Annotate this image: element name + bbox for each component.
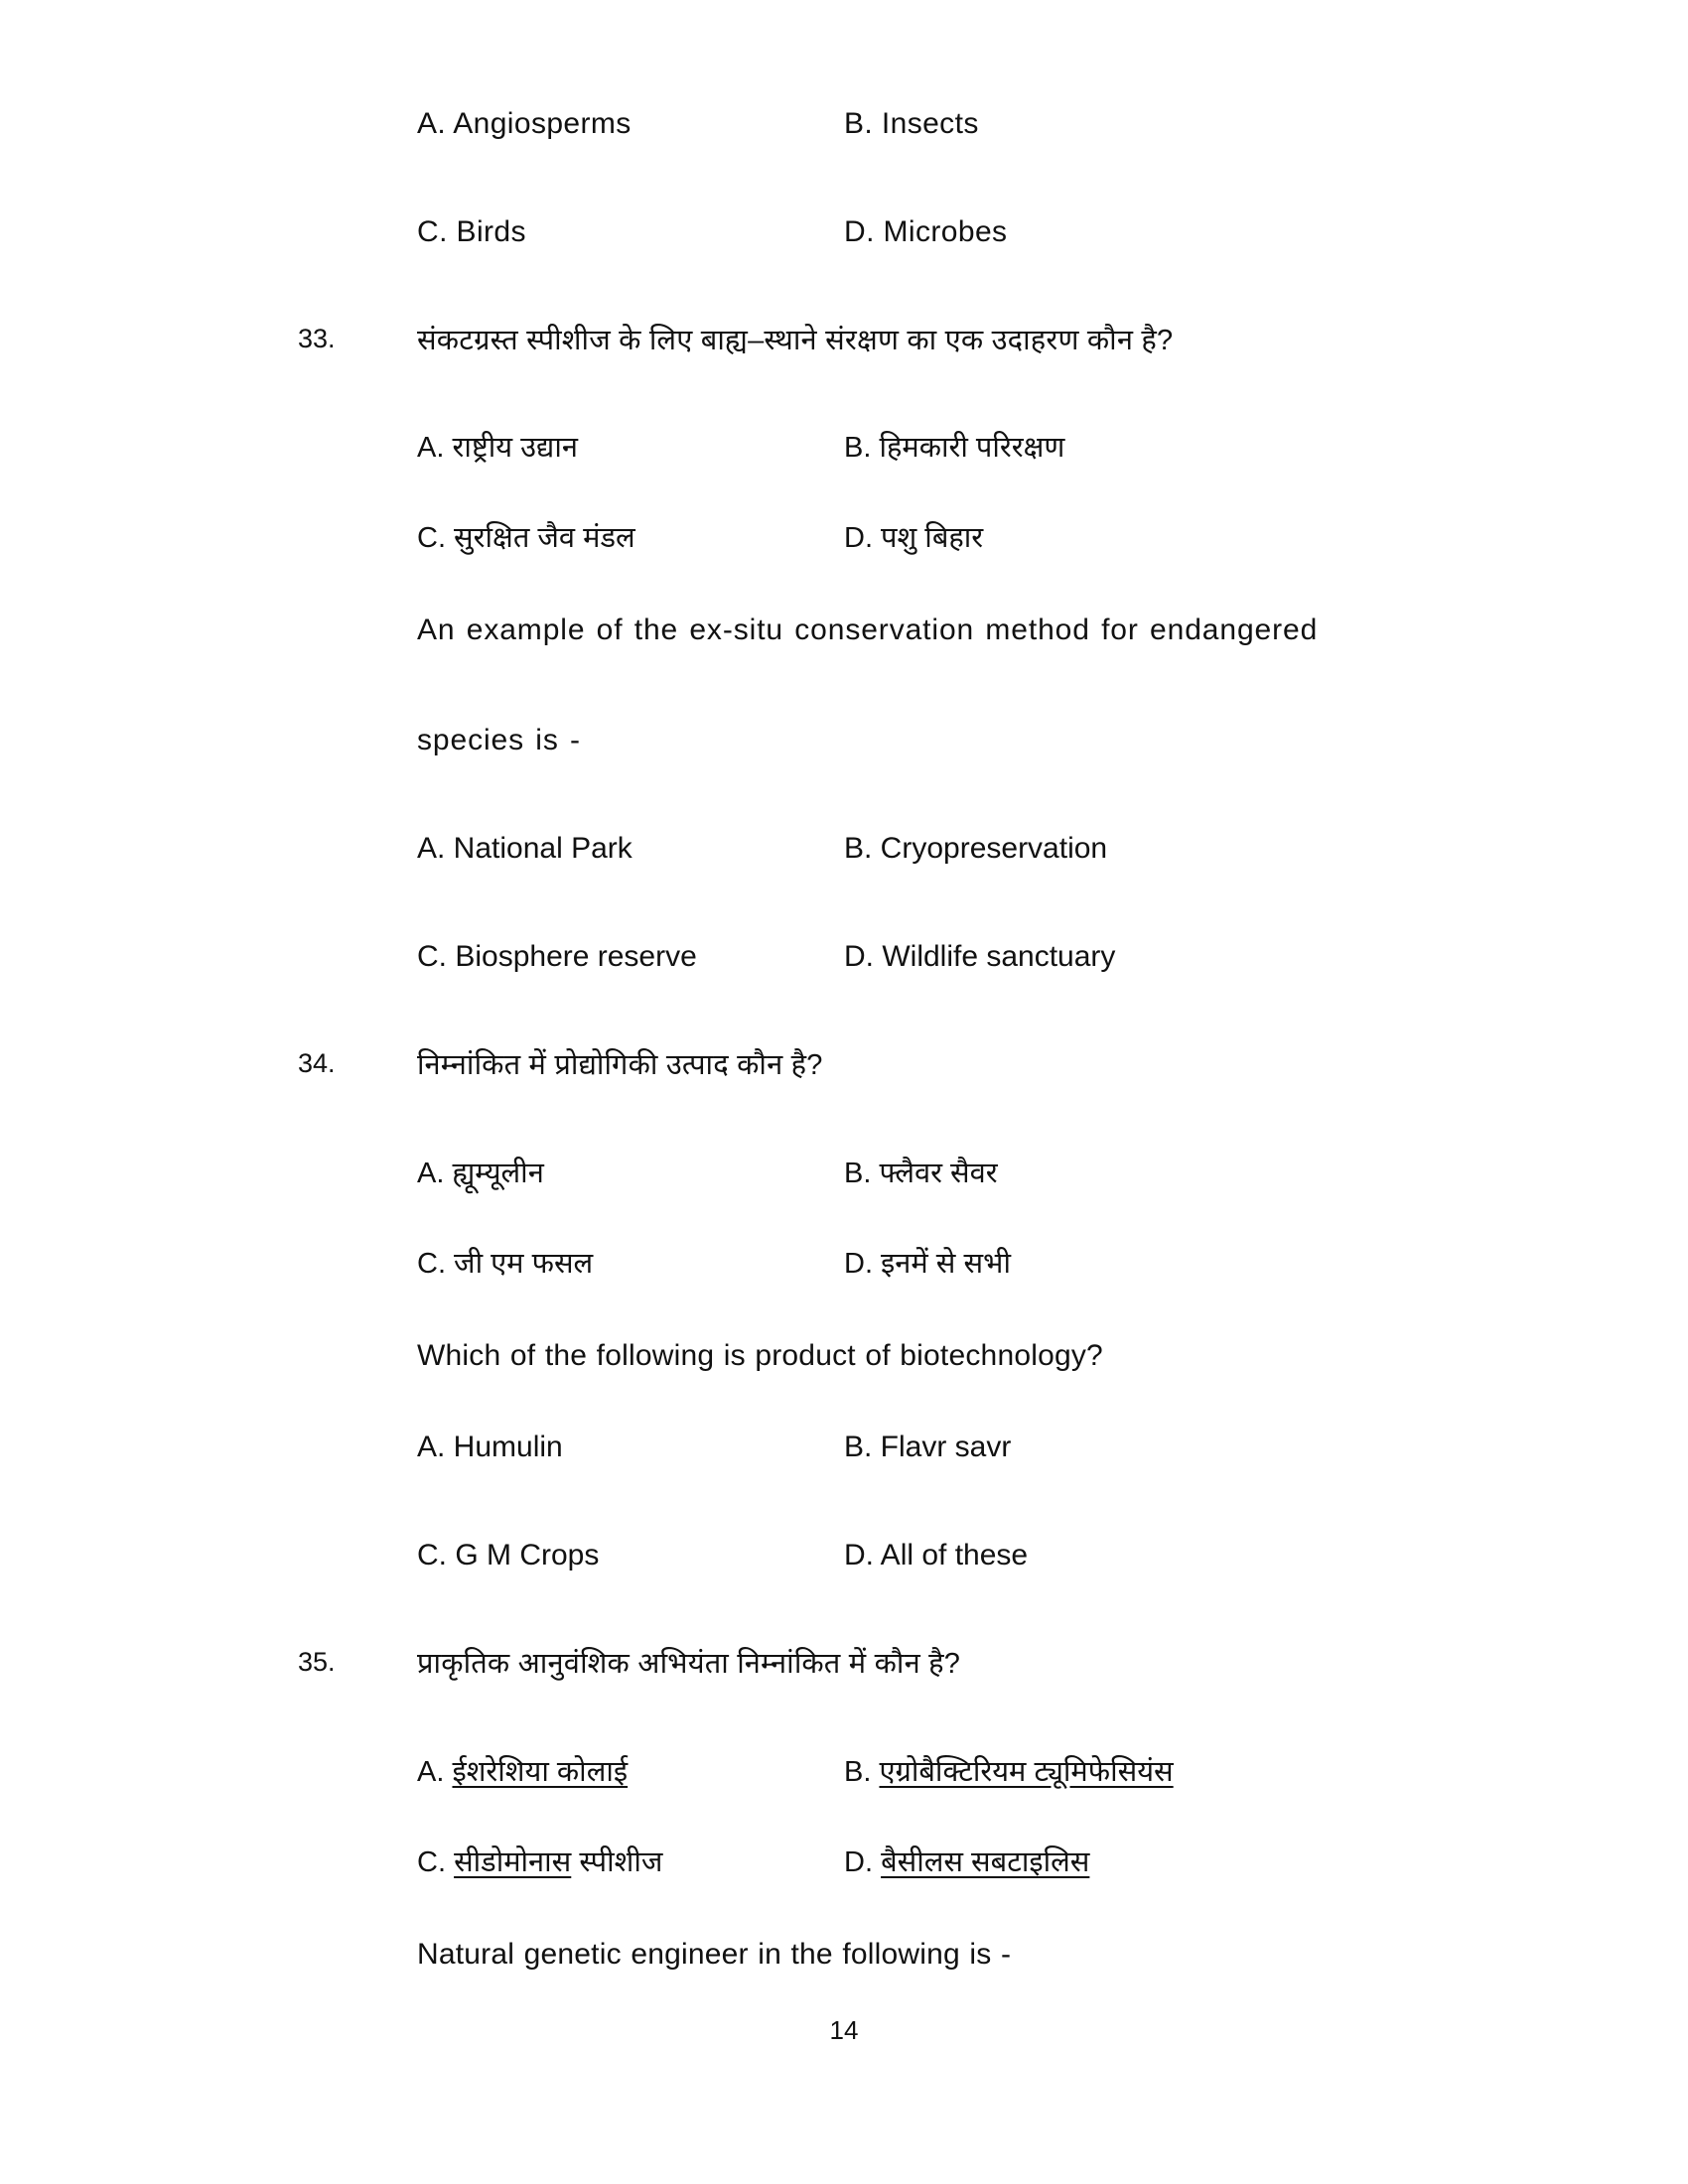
option-c-label: C. bbox=[417, 1845, 446, 1878]
question-35-english bbox=[298, 1939, 1470, 1971]
option-a: A. National Park bbox=[417, 832, 633, 866]
question-35 bbox=[298, 1649, 1470, 1679]
option-d: D. इनमें से सभी bbox=[844, 1247, 1011, 1280]
page-content bbox=[298, 109, 1470, 1970]
question-text-english-line1: An example of the ex-situ conservation method for endangered bbox=[417, 614, 1319, 647]
option-c: C. जी एम फसल bbox=[417, 1247, 594, 1280]
question-text-english-line1: Natural genetic engineer in the following is - bbox=[417, 1937, 1012, 1971]
question-number: 33. bbox=[298, 324, 336, 353]
option-c-value-suffix: स्पीशीज bbox=[571, 1845, 663, 1878]
option-d: D. पशु बिहार bbox=[844, 522, 984, 555]
option-c: C. सुरक्षित जैव मंडल bbox=[417, 522, 635, 555]
question-34-english bbox=[298, 1340, 1470, 1372]
option-row bbox=[417, 1541, 1470, 1570]
question-number: 34. bbox=[298, 1048, 336, 1079]
question-33-english-cont bbox=[298, 725, 1470, 756]
option-d: D. Wildlife sanctuary bbox=[844, 940, 1116, 974]
option-a: A. राष्ट्रीय उद्यान bbox=[417, 432, 578, 465]
option-row bbox=[417, 1433, 1470, 1462]
option-d-label: D. bbox=[844, 1845, 873, 1878]
question-text-english-line1: Which of the following is product of biotechnology? bbox=[417, 1338, 1103, 1372]
question-text-hindi: निम्नांकित में प्रोद्योगिकी उत्पाद कौन है? bbox=[417, 1049, 823, 1082]
option-b bbox=[844, 1755, 1470, 1788]
option-c-value: सीडोमोनास bbox=[454, 1845, 572, 1878]
option-c: C. Birds bbox=[417, 215, 526, 248]
option-row bbox=[417, 942, 1470, 972]
option-row bbox=[417, 1755, 1470, 1788]
page-number: 14 bbox=[829, 2015, 859, 2045]
option-d-value: बैसीलस सबटाइलिस bbox=[881, 1845, 1090, 1878]
question-33 bbox=[298, 326, 1470, 355]
option-b: B. Flavr savr bbox=[844, 1431, 1012, 1464]
question-34-hindi-options bbox=[417, 1157, 1470, 1280]
option-row bbox=[417, 1157, 1470, 1189]
option-c: C. G M Crops bbox=[417, 1539, 600, 1572]
option-d bbox=[844, 1845, 1470, 1878]
option-b: B. Insects bbox=[844, 107, 979, 140]
question-35-hindi-options bbox=[417, 1755, 1470, 1878]
question-text-english-line2: species is - bbox=[417, 723, 581, 756]
option-c: C. Biosphere reserve bbox=[417, 940, 697, 974]
option-b: B. Cryopreservation bbox=[844, 832, 1108, 866]
option-b-value: एग्रोबैक्टिरियम ट्यूमिफेसियंस bbox=[879, 1755, 1174, 1788]
question-34 bbox=[298, 1050, 1470, 1080]
option-c bbox=[417, 1845, 844, 1878]
option-row bbox=[417, 434, 1470, 463]
question-33-english bbox=[298, 614, 1470, 646]
option-row bbox=[417, 834, 1470, 864]
question-33-hindi-options bbox=[417, 434, 1470, 553]
option-row bbox=[417, 217, 1470, 247]
option-b: B. हिमकारी परिरक्षण bbox=[844, 432, 1065, 465]
option-a: A. ह्यूम्यूलीन bbox=[417, 1157, 544, 1189]
option-d: D. All of these bbox=[844, 1539, 1029, 1572]
question-text-hindi: संकटग्रस्त स्पीशीज के लिए बाह्य–स्थाने संरक्षण का एक उदाहरण कौन है? bbox=[417, 325, 1174, 356]
carryover-options-block bbox=[417, 109, 1470, 247]
option-a-value: ईशरेशिया कोलाई bbox=[452, 1755, 629, 1788]
option-b: B. फ्लैवर सैवर bbox=[844, 1157, 998, 1189]
option-row bbox=[417, 1247, 1470, 1280]
option-row bbox=[417, 524, 1470, 553]
option-d: D. Microbes bbox=[844, 215, 1008, 248]
option-a-label: A. bbox=[417, 1755, 445, 1788]
option-row bbox=[417, 109, 1470, 139]
question-33-english-options bbox=[417, 834, 1470, 972]
option-row bbox=[417, 1845, 1470, 1878]
question-number: 35. bbox=[298, 1647, 336, 1678]
option-a: A. Angiosperms bbox=[417, 107, 632, 140]
option-b-label: B. bbox=[844, 1755, 872, 1788]
option-a: A. Humulin bbox=[417, 1431, 563, 1464]
question-text-hindi: प्राकृतिक आनुवंशिक अभियंता निम्नांकित में कौन है? bbox=[417, 1648, 961, 1681]
option-a bbox=[417, 1755, 844, 1788]
question-34-english-options bbox=[417, 1433, 1470, 1570]
